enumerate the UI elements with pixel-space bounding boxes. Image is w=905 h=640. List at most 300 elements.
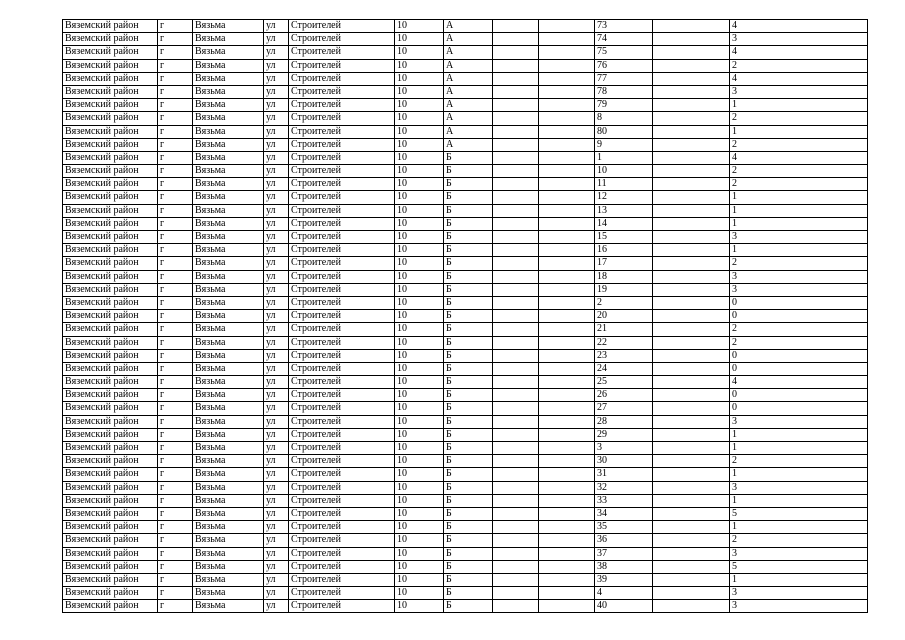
value-cell: 5 — [730, 507, 868, 520]
settlement-type-cell: г — [158, 257, 193, 270]
building-cell: Б — [444, 455, 493, 468]
empty-cell — [539, 138, 595, 151]
building-cell: Б — [444, 507, 493, 520]
empty-cell — [493, 33, 539, 46]
empty-cell — [493, 112, 539, 125]
settlement-type-cell: г — [158, 349, 193, 362]
district-cell: Вяземский район — [63, 46, 158, 59]
settlement-cell: Вязьма — [193, 257, 264, 270]
street-type-cell: ул — [264, 455, 289, 468]
building-cell: А — [444, 20, 493, 33]
empty-cell — [493, 191, 539, 204]
apartment-cell: 79 — [595, 99, 653, 112]
settlement-type-cell: г — [158, 362, 193, 375]
street-type-cell: ул — [264, 217, 289, 230]
street-cell: Строителей — [289, 244, 395, 257]
empty-cell — [539, 46, 595, 59]
settlement-cell: Вязьма — [193, 402, 264, 415]
settlement-type-cell: г — [158, 455, 193, 468]
empty-cell — [539, 33, 595, 46]
street-cell: Строителей — [289, 204, 395, 217]
apartment-cell: 33 — [595, 494, 653, 507]
empty-cell — [493, 125, 539, 138]
building-cell: А — [444, 72, 493, 85]
empty-cell — [493, 428, 539, 441]
settlement-type-cell: г — [158, 244, 193, 257]
settlement-type-cell: г — [158, 389, 193, 402]
apartment-cell: 28 — [595, 415, 653, 428]
street-cell: Строителей — [289, 217, 395, 230]
table-row — [63, 336, 868, 349]
empty-cell — [539, 547, 595, 560]
street-type-cell: ул — [264, 468, 289, 481]
empty-cell — [653, 112, 730, 125]
empty-cell — [539, 217, 595, 230]
house-cell: 10 — [395, 323, 444, 336]
empty-cell — [539, 112, 595, 125]
table-row — [63, 349, 868, 362]
district-cell: Вяземский район — [63, 296, 158, 309]
settlement-cell: Вязьма — [193, 112, 264, 125]
empty-cell — [493, 481, 539, 494]
house-cell: 10 — [395, 560, 444, 573]
house-cell: 10 — [395, 72, 444, 85]
house-cell: 10 — [395, 468, 444, 481]
settlement-type-cell: г — [158, 402, 193, 415]
building-cell: Б — [444, 270, 493, 283]
apartment-cell: 36 — [595, 534, 653, 547]
street-cell: Строителей — [289, 99, 395, 112]
empty-cell — [493, 244, 539, 257]
value-cell: 3 — [730, 415, 868, 428]
value-cell: 0 — [730, 389, 868, 402]
street-cell: Строителей — [289, 336, 395, 349]
house-cell: 10 — [395, 600, 444, 613]
empty-cell — [493, 600, 539, 613]
street-cell: Строителей — [289, 389, 395, 402]
district-cell: Вяземский район — [63, 376, 158, 389]
table-row — [63, 204, 868, 217]
empty-cell — [493, 204, 539, 217]
settlement-type-cell: г — [158, 46, 193, 59]
house-cell: 10 — [395, 270, 444, 283]
empty-cell — [539, 376, 595, 389]
house-cell: 10 — [395, 534, 444, 547]
settlement-type-cell: г — [158, 125, 193, 138]
house-cell: 10 — [395, 573, 444, 586]
settlement-cell: Вязьма — [193, 33, 264, 46]
empty-cell — [653, 507, 730, 520]
street-type-cell: ул — [264, 99, 289, 112]
empty-cell — [539, 600, 595, 613]
settlement-cell: Вязьма — [193, 336, 264, 349]
empty-cell — [539, 283, 595, 296]
settlement-type-cell: г — [158, 191, 193, 204]
building-cell: А — [444, 33, 493, 46]
value-cell: 2 — [730, 112, 868, 125]
empty-cell — [653, 72, 730, 85]
building-cell: Б — [444, 428, 493, 441]
house-cell: 10 — [395, 442, 444, 455]
apartment-cell: 2 — [595, 296, 653, 309]
house-cell: 10 — [395, 178, 444, 191]
district-cell: Вяземский район — [63, 402, 158, 415]
district-cell: Вяземский район — [63, 283, 158, 296]
apartment-cell: 27 — [595, 402, 653, 415]
settlement-type-cell: г — [158, 560, 193, 573]
empty-cell — [539, 323, 595, 336]
settlement-cell: Вязьма — [193, 494, 264, 507]
table-row — [63, 547, 868, 560]
value-cell: 3 — [730, 600, 868, 613]
empty-cell — [493, 442, 539, 455]
street-cell: Строителей — [289, 587, 395, 600]
settlement-cell: Вязьма — [193, 362, 264, 375]
district-cell: Вяземский район — [63, 494, 158, 507]
value-cell: 3 — [730, 587, 868, 600]
empty-cell — [653, 362, 730, 375]
street-type-cell: ул — [264, 587, 289, 600]
empty-cell — [653, 349, 730, 362]
apartment-cell: 26 — [595, 389, 653, 402]
empty-cell — [653, 178, 730, 191]
house-cell: 10 — [395, 165, 444, 178]
apartment-cell: 73 — [595, 20, 653, 33]
value-cell: 2 — [730, 336, 868, 349]
building-cell: Б — [444, 283, 493, 296]
apartment-cell: 35 — [595, 521, 653, 534]
settlement-cell: Вязьма — [193, 283, 264, 296]
building-cell: Б — [444, 257, 493, 270]
settlement-type-cell: г — [158, 296, 193, 309]
building-cell: Б — [444, 178, 493, 191]
street-type-cell: ул — [264, 85, 289, 98]
settlement-cell: Вязьма — [193, 587, 264, 600]
street-cell: Строителей — [289, 349, 395, 362]
empty-cell — [493, 283, 539, 296]
empty-cell — [493, 362, 539, 375]
empty-cell — [493, 468, 539, 481]
table-row — [63, 125, 868, 138]
table-row — [63, 20, 868, 33]
empty-cell — [539, 415, 595, 428]
district-cell: Вяземский район — [63, 310, 158, 323]
street-cell: Строителей — [289, 257, 395, 270]
street-cell: Строителей — [289, 455, 395, 468]
apartment-cell: 15 — [595, 231, 653, 244]
empty-cell — [493, 560, 539, 573]
empty-cell — [653, 99, 730, 112]
empty-cell — [493, 587, 539, 600]
empty-cell — [493, 20, 539, 33]
empty-cell — [493, 507, 539, 520]
settlement-cell: Вязьма — [193, 428, 264, 441]
street-cell: Строителей — [289, 191, 395, 204]
street-type-cell: ул — [264, 244, 289, 257]
table-row — [63, 560, 868, 573]
settlement-type-cell: г — [158, 415, 193, 428]
value-cell: 0 — [730, 349, 868, 362]
building-cell: Б — [444, 336, 493, 349]
street-type-cell: ул — [264, 72, 289, 85]
house-cell: 10 — [395, 33, 444, 46]
district-cell: Вяземский район — [63, 217, 158, 230]
empty-cell — [493, 270, 539, 283]
table-row — [63, 138, 868, 151]
house-cell: 10 — [395, 20, 444, 33]
value-cell: 3 — [730, 270, 868, 283]
empty-cell — [539, 362, 595, 375]
settlement-cell: Вязьма — [193, 99, 264, 112]
table-row — [63, 99, 868, 112]
empty-cell — [653, 336, 730, 349]
apartment-cell: 11 — [595, 178, 653, 191]
house-cell: 10 — [395, 389, 444, 402]
empty-cell — [653, 376, 730, 389]
settlement-type-cell: г — [158, 573, 193, 586]
street-cell: Строителей — [289, 481, 395, 494]
street-type-cell: ул — [264, 573, 289, 586]
house-cell: 10 — [395, 296, 444, 309]
street-type-cell: ул — [264, 20, 289, 33]
street-cell: Строителей — [289, 178, 395, 191]
settlement-type-cell: г — [158, 165, 193, 178]
empty-cell — [493, 573, 539, 586]
empty-cell — [539, 296, 595, 309]
apartment-cell: 22 — [595, 336, 653, 349]
value-cell: 2 — [730, 257, 868, 270]
street-cell: Строителей — [289, 402, 395, 415]
apartment-cell: 80 — [595, 125, 653, 138]
apartment-cell: 76 — [595, 59, 653, 72]
building-cell: Б — [444, 349, 493, 362]
empty-cell — [539, 85, 595, 98]
value-cell: 4 — [730, 20, 868, 33]
settlement-type-cell: г — [158, 534, 193, 547]
settlement-cell: Вязьма — [193, 217, 264, 230]
empty-cell — [539, 560, 595, 573]
value-cell: 1 — [730, 521, 868, 534]
house-cell: 10 — [395, 257, 444, 270]
settlement-cell: Вязьма — [193, 547, 264, 560]
table-row — [63, 534, 868, 547]
settlement-cell: Вязьма — [193, 244, 264, 257]
street-type-cell: ул — [264, 534, 289, 547]
street-type-cell: ул — [264, 428, 289, 441]
building-cell: Б — [444, 573, 493, 586]
street-type-cell: ул — [264, 389, 289, 402]
building-cell: Б — [444, 587, 493, 600]
empty-cell — [493, 336, 539, 349]
street-cell: Строителей — [289, 560, 395, 573]
settlement-type-cell: г — [158, 481, 193, 494]
value-cell: 3 — [730, 547, 868, 560]
house-cell: 10 — [395, 349, 444, 362]
street-type-cell: ул — [264, 296, 289, 309]
apartment-cell: 17 — [595, 257, 653, 270]
settlement-cell: Вязьма — [193, 59, 264, 72]
settlement-type-cell: г — [158, 217, 193, 230]
table-row — [63, 442, 868, 455]
empty-cell — [653, 191, 730, 204]
district-cell: Вяземский район — [63, 257, 158, 270]
settlement-type-cell: г — [158, 507, 193, 520]
house-cell: 10 — [395, 415, 444, 428]
settlement-type-cell: г — [158, 85, 193, 98]
value-cell: 1 — [730, 573, 868, 586]
empty-cell — [493, 72, 539, 85]
value-cell: 0 — [730, 310, 868, 323]
table-row — [63, 244, 868, 257]
street-type-cell: ул — [264, 362, 289, 375]
house-cell: 10 — [395, 376, 444, 389]
empty-cell — [653, 389, 730, 402]
apartment-cell: 75 — [595, 46, 653, 59]
empty-cell — [653, 231, 730, 244]
table-row — [63, 217, 868, 230]
value-cell: 2 — [730, 178, 868, 191]
empty-cell — [539, 151, 595, 164]
empty-cell — [653, 217, 730, 230]
empty-cell — [653, 468, 730, 481]
street-type-cell: ул — [264, 112, 289, 125]
table-row — [63, 507, 868, 520]
table-row — [63, 521, 868, 534]
district-cell: Вяземский район — [63, 336, 158, 349]
value-cell: 2 — [730, 165, 868, 178]
apartment-cell: 39 — [595, 573, 653, 586]
table-row — [63, 600, 868, 613]
settlement-cell: Вязьма — [193, 521, 264, 534]
street-type-cell: ул — [264, 204, 289, 217]
value-cell: 4 — [730, 46, 868, 59]
street-cell: Строителей — [289, 323, 395, 336]
building-cell: А — [444, 99, 493, 112]
building-cell: Б — [444, 217, 493, 230]
street-type-cell: ул — [264, 151, 289, 164]
settlement-cell: Вязьма — [193, 560, 264, 573]
empty-cell — [539, 336, 595, 349]
apartment-cell: 40 — [595, 600, 653, 613]
table-row — [63, 481, 868, 494]
building-cell: Б — [444, 362, 493, 375]
street-cell: Строителей — [289, 270, 395, 283]
empty-cell — [493, 85, 539, 98]
settlement-cell: Вязьма — [193, 415, 264, 428]
empty-cell — [493, 165, 539, 178]
empty-cell — [539, 59, 595, 72]
apartment-cell: 31 — [595, 468, 653, 481]
building-cell: Б — [444, 534, 493, 547]
value-cell: 3 — [730, 481, 868, 494]
apartment-cell: 77 — [595, 72, 653, 85]
house-cell: 10 — [395, 507, 444, 520]
district-cell: Вяземский район — [63, 204, 158, 217]
building-cell: Б — [444, 231, 493, 244]
building-cell: Б — [444, 402, 493, 415]
empty-cell — [493, 257, 539, 270]
building-cell: А — [444, 138, 493, 151]
district-cell: Вяземский район — [63, 33, 158, 46]
street-cell: Строителей — [289, 151, 395, 164]
table-row — [63, 455, 868, 468]
district-cell: Вяземский район — [63, 72, 158, 85]
street-type-cell: ул — [264, 59, 289, 72]
house-cell: 10 — [395, 85, 444, 98]
street-type-cell: ул — [264, 310, 289, 323]
apartment-cell: 14 — [595, 217, 653, 230]
empty-cell — [539, 481, 595, 494]
settlement-type-cell: г — [158, 33, 193, 46]
house-cell: 10 — [395, 217, 444, 230]
house-cell: 10 — [395, 402, 444, 415]
apartment-cell: 4 — [595, 587, 653, 600]
value-cell: 0 — [730, 296, 868, 309]
apartment-cell: 16 — [595, 244, 653, 257]
house-cell: 10 — [395, 587, 444, 600]
street-cell: Строителей — [289, 296, 395, 309]
settlement-type-cell: г — [158, 376, 193, 389]
street-cell: Строителей — [289, 231, 395, 244]
empty-cell — [539, 534, 595, 547]
empty-cell — [493, 534, 539, 547]
district-cell: Вяземский район — [63, 270, 158, 283]
empty-cell — [493, 521, 539, 534]
street-cell: Строителей — [289, 442, 395, 455]
settlement-type-cell: г — [158, 204, 193, 217]
district-cell: Вяземский район — [63, 534, 158, 547]
apartment-cell: 34 — [595, 507, 653, 520]
empty-cell — [653, 244, 730, 257]
empty-cell — [493, 415, 539, 428]
empty-cell — [653, 270, 730, 283]
street-cell: Строителей — [289, 600, 395, 613]
settlement-cell: Вязьма — [193, 442, 264, 455]
building-cell: Б — [444, 547, 493, 560]
street-cell: Строителей — [289, 310, 395, 323]
building-cell: Б — [444, 151, 493, 164]
settlement-cell: Вязьма — [193, 178, 264, 191]
table-row — [63, 587, 868, 600]
house-cell: 10 — [395, 191, 444, 204]
empty-cell — [493, 296, 539, 309]
apartment-cell: 9 — [595, 138, 653, 151]
apartment-cell: 13 — [595, 204, 653, 217]
street-cell: Строителей — [289, 494, 395, 507]
empty-cell — [653, 587, 730, 600]
settlement-type-cell: г — [158, 59, 193, 72]
empty-cell — [539, 99, 595, 112]
settlement-type-cell: г — [158, 336, 193, 349]
empty-cell — [653, 573, 730, 586]
table-row — [63, 257, 868, 270]
settlement-type-cell: г — [158, 138, 193, 151]
street-type-cell: ул — [264, 231, 289, 244]
house-cell: 10 — [395, 455, 444, 468]
district-cell: Вяземский район — [63, 362, 158, 375]
settlement-type-cell: г — [158, 231, 193, 244]
table-row — [63, 112, 868, 125]
settlement-type-cell: г — [158, 442, 193, 455]
settlement-type-cell: г — [158, 270, 193, 283]
street-cell: Строителей — [289, 415, 395, 428]
street-type-cell: ул — [264, 442, 289, 455]
street-type-cell: ул — [264, 336, 289, 349]
empty-cell — [539, 244, 595, 257]
empty-cell — [653, 442, 730, 455]
apartment-cell: 32 — [595, 481, 653, 494]
street-cell: Строителей — [289, 283, 395, 296]
